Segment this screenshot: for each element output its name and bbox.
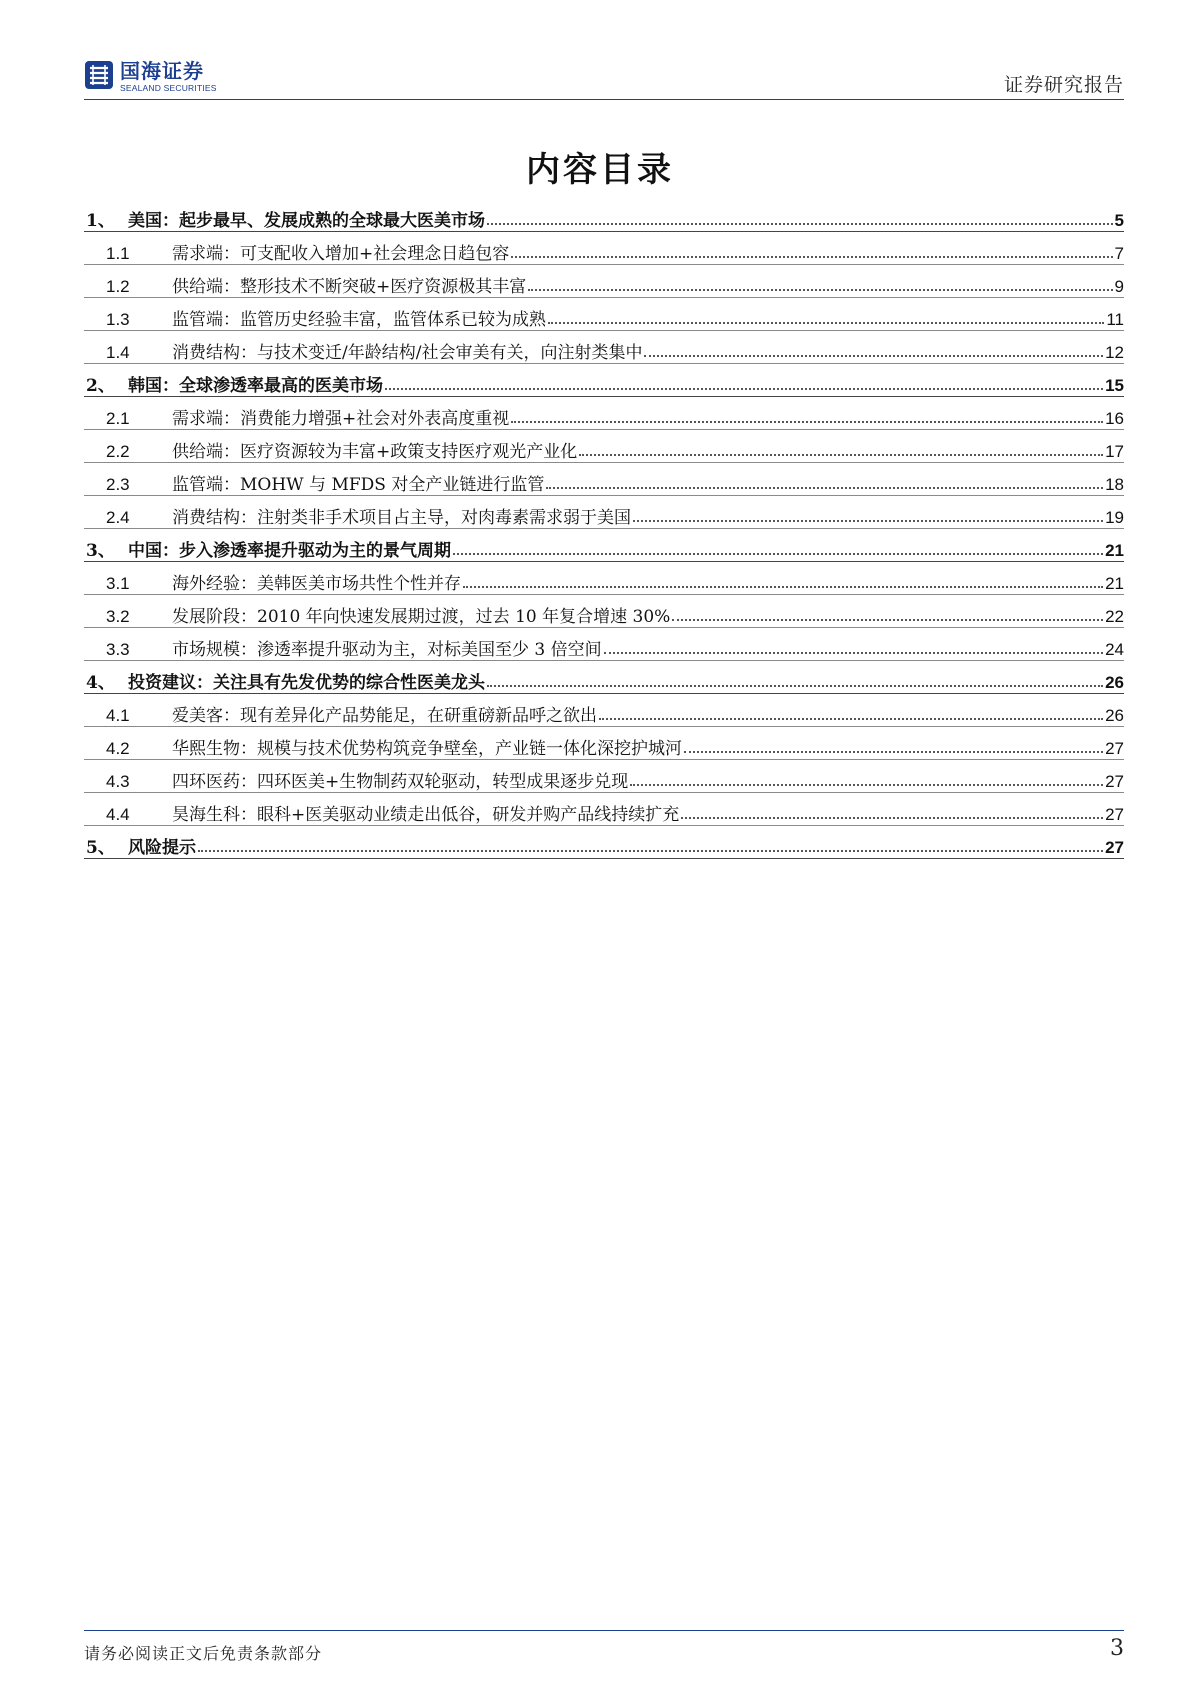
toc-leader-dots	[453, 553, 1103, 555]
toc-title: 内容目录	[526, 150, 674, 190]
toc-entry-title: 供给端：医疗资源较为丰富+政策支持医疗观光产业化	[172, 442, 578, 462]
toc-entry-title: 监管端：监管历史经验丰富，监管体系已较为成熟	[172, 310, 546, 330]
toc-entry-page: 7	[1114, 244, 1124, 263]
toc-entry-number: 2.3	[106, 475, 130, 494]
toc-entry-2-4[interactable]	[84, 496, 1124, 529]
toc-entry-number: 2.4	[106, 508, 130, 527]
toc-leader-dots	[511, 256, 1112, 258]
toc-entry-title: 爱美客：现有差异化产品势能足，在研重磅新品呼之欲出	[172, 706, 597, 726]
toc-entry-2-2[interactable]	[84, 430, 1124, 463]
toc-entry-title: 消费结构：与技术变迁/年龄结构/社会审美有关，向注射类集中	[172, 343, 643, 363]
toc-leader-dots	[487, 223, 1113, 225]
toc-leader-dots	[487, 685, 1103, 687]
toc-entry-2-1[interactable]	[84, 397, 1124, 430]
toc-entry-title: 韩国：全球渗透率最高的医美市场	[128, 376, 383, 396]
toc-entry-3-1[interactable]	[84, 562, 1124, 595]
toc-entry-page: 22	[1105, 607, 1124, 626]
brand-name-en: SEALAND SECURITIES	[120, 83, 217, 93]
footer-disclaimer: 请务必阅读正文后免责条款部分	[84, 1644, 323, 1663]
toc-entry-4-3[interactable]	[84, 760, 1124, 793]
toc-entry-title: 华熙生物：规模与技术优势构筑竞争壁垒，产业链一体化深挖护城河	[172, 739, 682, 759]
toc-entry-page: 18	[1105, 475, 1124, 494]
toc-leader-dots	[681, 817, 1103, 819]
toc-entry-page: 9	[1114, 277, 1124, 296]
toc-entry-page: 27	[1105, 838, 1124, 857]
toc-entry-title: 投资建议：关注具有先发优势的综合性医美龙头	[128, 673, 485, 693]
toc-entry-title: 需求端：可支配收入增加+社会理念日趋包容	[172, 244, 510, 264]
toc-leader-dots	[548, 322, 1104, 324]
toc-leader-dots	[546, 487, 1103, 489]
toc-entry-number: 2.2	[106, 442, 130, 461]
toc-entry-page: 24	[1105, 640, 1124, 659]
toc-entry-number: 3、	[86, 541, 115, 561]
toc-entry-3-3[interactable]	[84, 628, 1124, 661]
toc-entry-page: 19	[1105, 508, 1124, 527]
toc-entry-number: 3.2	[106, 607, 130, 626]
toc-entry-title: 需求端：消费能力增强+社会对外表高度重视	[172, 409, 510, 429]
toc-entry-number: 4.2	[106, 739, 130, 758]
toc-entry-title: 发展阶段：2010 年向快速发展期过渡，过去 10 年复合增速 30%	[172, 607, 671, 627]
table-of-contents	[84, 199, 1124, 859]
page-number: 3	[1110, 1636, 1124, 1661]
toc-entry-title: 昊海生科：眼科+医美驱动业绩走出低谷，研发并购产品线持续扩充	[172, 805, 680, 825]
toc-entry-number: 2.1	[106, 409, 130, 428]
sealand-logo-icon	[84, 60, 114, 90]
report-type-label: 证券研究报告	[1003, 74, 1124, 96]
toc-leader-dots	[528, 289, 1112, 291]
toc-entry-1-2[interactable]	[84, 265, 1124, 298]
toc-leader-dots	[604, 652, 1103, 654]
toc-leader-dots	[511, 421, 1103, 423]
toc-entry-title: 风险提示	[128, 838, 196, 858]
toc-entry-number: 3.1	[106, 574, 130, 593]
toc-entry-page: 11	[1106, 310, 1124, 329]
toc-entry-title: 美国：起步最早、发展成熟的全球最大医美市场	[128, 211, 485, 231]
toc-entry-4-2[interactable]	[84, 727, 1124, 760]
footer-divider	[84, 1630, 1124, 1631]
toc-entry-page: 27	[1105, 772, 1124, 791]
toc-leader-dots	[463, 586, 1103, 588]
toc-leader-dots	[579, 454, 1103, 456]
toc-entry-title: 供给端：整形技术不断突破+医疗资源极其丰富	[172, 277, 527, 297]
toc-entry-3-2[interactable]	[84, 595, 1124, 628]
toc-entry-page: 21	[1105, 541, 1124, 560]
toc-entry-3[interactable]	[84, 529, 1124, 562]
toc-entry-4-1[interactable]	[84, 694, 1124, 727]
toc-entry-number: 5、	[86, 838, 115, 858]
toc-leader-dots	[672, 619, 1103, 621]
toc-entry-1-4[interactable]	[84, 331, 1124, 364]
toc-entry-2[interactable]	[84, 364, 1124, 397]
toc-entry-title: 消费结构：注射类非手术项目占主导，对肉毒素需求弱于美国	[172, 508, 631, 528]
toc-entry-number: 4.3	[106, 772, 130, 791]
toc-leader-dots	[385, 388, 1103, 390]
toc-entry-page: 5	[1114, 211, 1124, 230]
toc-entry-number: 1、	[86, 211, 115, 231]
toc-entry-title: 中国：步入渗透率提升驱动为主的景气周期	[128, 541, 451, 561]
toc-entry-title: 监管端：MOHW 与 MFDS 对全产业链进行监管	[172, 475, 545, 495]
toc-entry-number: 4.1	[106, 706, 130, 725]
toc-entry-title: 四环医药：四环医美+生物制药双轮驱动，转型成果逐步兑现	[172, 772, 629, 792]
toc-entry-page: 16	[1105, 409, 1124, 428]
toc-entry-4-4[interactable]	[84, 793, 1124, 826]
toc-entry-1[interactable]	[84, 199, 1124, 232]
toc-leader-dots	[633, 520, 1103, 522]
toc-entry-number: 3.3	[106, 640, 130, 659]
toc-leader-dots	[599, 718, 1103, 720]
toc-leader-dots	[684, 751, 1103, 753]
brand-logo	[84, 60, 217, 93]
toc-entry-page: 27	[1105, 739, 1124, 758]
toc-leader-dots	[198, 850, 1103, 852]
toc-entry-number: 1.3	[106, 310, 130, 329]
toc-entry-number: 1.4	[106, 343, 130, 362]
toc-entry-number: 1.2	[106, 277, 130, 296]
toc-entry-page: 15	[1105, 376, 1124, 395]
toc-entry-page: 21	[1105, 574, 1124, 593]
toc-entry-title: 海外经验：美韩医美市场共性个性并存	[172, 574, 461, 594]
brand-name-cn: 国海证券	[120, 59, 204, 83]
toc-entry-number: 2、	[86, 376, 115, 396]
page-header	[84, 54, 1124, 100]
toc-entry-number: 4.4	[106, 805, 130, 824]
toc-entry-2-3[interactable]	[84, 463, 1124, 496]
toc-entry-page: 26	[1105, 706, 1124, 725]
toc-leader-dots	[630, 784, 1103, 786]
toc-entry-1-1[interactable]	[84, 232, 1124, 265]
toc-entry-page: 17	[1105, 442, 1124, 461]
toc-entry-4[interactable]	[84, 661, 1124, 694]
toc-entry-page: 26	[1105, 673, 1124, 692]
toc-entry-page: 27	[1105, 805, 1124, 824]
toc-leader-dots	[644, 355, 1103, 357]
toc-entry-page: 12	[1105, 343, 1124, 362]
toc-entry-title: 市场规模：渗透率提升驱动为主，对标美国至少 3 倍空间	[172, 640, 602, 660]
toc-entry-number: 4、	[86, 673, 115, 693]
toc-entry-number: 1.1	[106, 244, 130, 263]
toc-entry-1-3[interactable]	[84, 298, 1124, 331]
toc-entry-5[interactable]	[84, 826, 1124, 859]
header-divider	[84, 99, 1124, 100]
